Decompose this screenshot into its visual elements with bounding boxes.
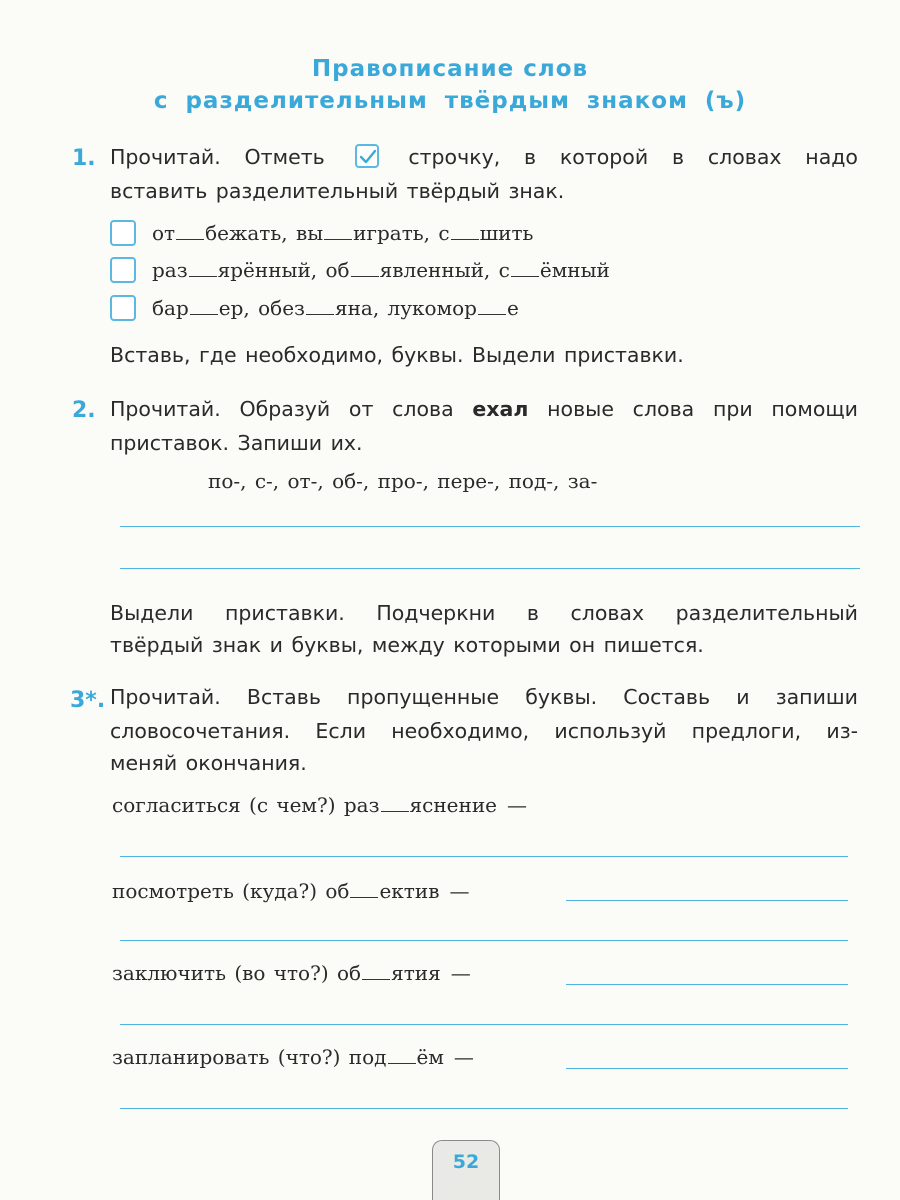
option-2-checkbox[interactable] xyxy=(110,257,136,283)
option-1-checkbox[interactable] xyxy=(110,220,136,246)
exercise-2-number: 2. xyxy=(72,398,96,423)
option-2-line: раз ярённый, об явленный, с ёмный xyxy=(152,258,610,282)
exercise-1-text-line1 xyxy=(110,140,858,174)
page-title-line1: Правописание слов xyxy=(311,56,589,82)
exercise-1-text-a: Прочитай. Отметь xyxy=(110,145,325,169)
phrase-2: посмотреть (куда?) об ектив — xyxy=(112,879,470,903)
answer-line-5[interactable] xyxy=(120,940,848,941)
bold-word: ехал xyxy=(472,397,529,421)
exercise-3-text-c: меняй окончания. xyxy=(110,751,307,775)
exercise-3-text-a: Прочитай. Вставь пропущенные буквы. Составь и запиши xyxy=(110,685,858,709)
answer-line-6[interactable] xyxy=(566,984,848,985)
answer-line-7[interactable] xyxy=(120,1024,848,1025)
option-1-line: от бежать, вы играть, с шить xyxy=(152,221,534,245)
page-number: 52 xyxy=(432,1140,500,1200)
answer-line-9[interactable] xyxy=(120,1108,848,1109)
page-title-line2: с разделительным твёрдым знаком (ъ) xyxy=(153,88,747,114)
exercise-2-instruction-b: твёрдый знак и буквы, между которыми он пишется. xyxy=(110,633,704,657)
phrase-4: запланировать (что?) под ём — xyxy=(112,1045,474,1069)
prefix-list: по-, с-, от-, об-, про-, пере-, под-, за- xyxy=(208,469,598,493)
answer-line-3[interactable] xyxy=(120,856,848,857)
answer-line-4[interactable] xyxy=(566,900,848,901)
phrase-3: заключить (во что?) об ятия — xyxy=(112,961,471,985)
phrase-1: согласиться (с чем?) раз яснение — xyxy=(112,793,527,817)
exercise-1-instruction: Вставь, где необходимо, буквы. Выдели приставки. xyxy=(110,343,684,367)
exercise-1-text-b: строчку, в которой в словах надо xyxy=(408,145,858,169)
exercise-1-text-c: вставить разделительный твёрдый знак. xyxy=(110,179,565,203)
exercise-3-number: 3*. xyxy=(70,688,106,713)
exercise-2-text-line1: Прочитай. Образуй от слова ехал новые слова при помощи xyxy=(110,397,858,421)
exercise-2-instruction-a: Выдели приставки. Подчеркни в словах разделительный xyxy=(110,601,858,625)
answer-line-2[interactable] xyxy=(120,568,860,569)
answer-line-1[interactable] xyxy=(120,526,860,527)
checked-checkbox-icon xyxy=(355,144,379,168)
option-3-checkbox[interactable] xyxy=(110,295,136,321)
option-3-line: бар ер, обез яна, лукомор е xyxy=(152,296,519,320)
answer-line-8[interactable] xyxy=(566,1068,848,1069)
exercise-2-text-c: приставок. Запиши их. xyxy=(110,431,363,455)
exercise-3-text-b: словосочетания. Если необходимо, используй предлоги, из- xyxy=(110,719,858,743)
exercise-1-number: 1. xyxy=(72,146,96,171)
